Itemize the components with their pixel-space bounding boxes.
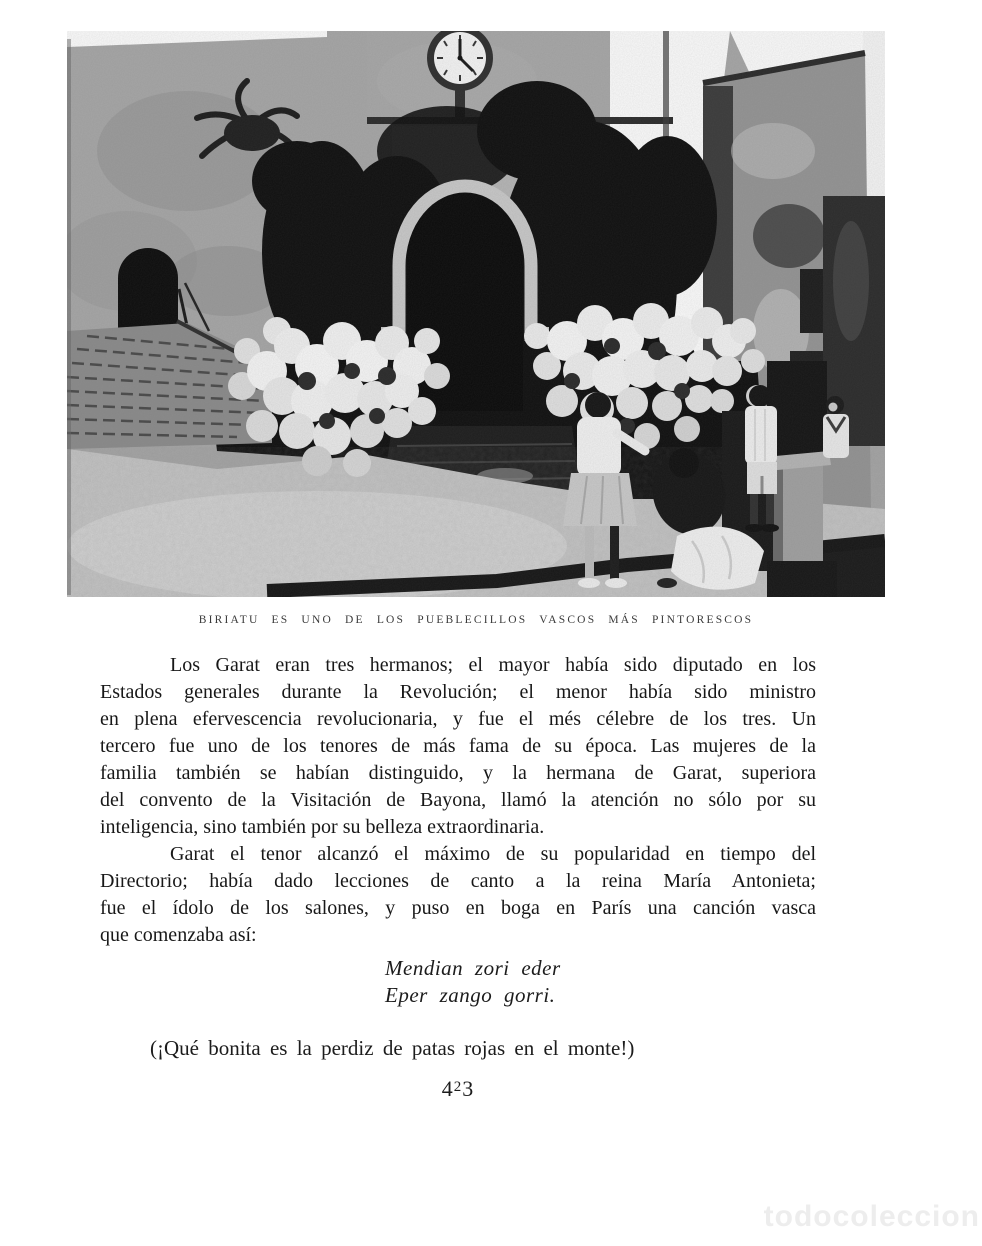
paragraph1-line: inteligencia, sino también por su belleza extraordinaria. — [100, 816, 545, 838]
paragraph2-line: que comenzaba así: — [100, 924, 257, 946]
paragraph1-line: tercero fue uno de los tenores de más fama de su época. Las mujeres de la — [100, 735, 816, 757]
photo-caption: BIRIATU ES UNO DE LOS PUEBLECILLOS VASCOS MÁS PINTORESCOS — [198, 614, 754, 626]
verse-line: Eper zango gorri. — [385, 983, 556, 1007]
page-number-digit: 3 — [462, 1076, 475, 1101]
watermark: todocoleccion — [763, 1200, 980, 1233]
paragraph2-line: Directorio; había dado lecciones de canto a la reina María Antonieta; — [100, 870, 816, 892]
paragraph1-line: familia también se habían distinguido, y la hermana de Garat, superiora — [100, 762, 816, 784]
paragraph1-line: Estados generales durante la Revolución; el menor había sido ministro — [100, 681, 816, 703]
verse-line: Mendian zori eder — [385, 956, 561, 980]
photo-edge — [67, 39, 71, 595]
paragraph1-line: Los Garat eran tres hermanos; el mayor había sido diputado en los — [170, 654, 816, 676]
photo-grain — [67, 31, 885, 597]
paragraph2-line: fue el ídolo de los salones, y puso en boga en París una canción vasca — [100, 897, 816, 919]
verse — [385, 955, 561, 1009]
page-number-digit: 2 — [453, 1079, 463, 1095]
paragraph1-line: del convento de la Visitación de Bayona, llamó la atención no sólo por su — [100, 789, 816, 811]
paragraph1-line: en plena efervescencia revolucionaria, y fue el més célebre de los tres. Un — [100, 708, 816, 730]
church-photograph — [67, 31, 885, 597]
paragraph2-line: Garat el tenor alcanzó el máximo de su popularidad en tiempo del — [170, 843, 816, 865]
page-number — [100, 1076, 816, 1102]
page-number-digit: 4 — [441, 1076, 454, 1101]
body-text — [100, 652, 816, 949]
church-photo-art — [67, 31, 885, 597]
translation-note: (¡Qué bonita es la perdiz de patas rojas en el monte!) — [150, 1036, 635, 1060]
